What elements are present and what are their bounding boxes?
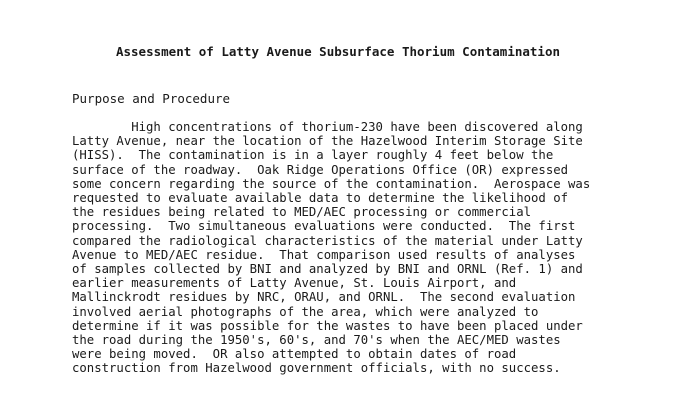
paragraph-line: surface of the roadway. Oak Ridge Operations Office (OR) expressed (72, 162, 569, 177)
paragraph-line: earlier measurements of Latty Avenue, St. Louis Airport, and (72, 276, 517, 291)
paragraph-line: some concern regarding the source of the contamination. Aerospace was (72, 176, 591, 191)
paragraph-line: Avenue to MED/AEC residue. That comparison used results of analyses (72, 247, 576, 262)
paragraph-line: (HISS). The contamination is in a layer roughly 4 feet below the (72, 148, 554, 163)
paragraph-line: High concentrations of thorium-230 have been discovered along (72, 120, 583, 134)
paragraph-line: construction from Hazelwood government officials, with no success. (72, 361, 561, 376)
body-paragraph (72, 120, 632, 376)
section-heading: Purpose and Procedure (72, 91, 231, 106)
paragraph-line: the road during the 1950's, 60's, and 70's when the AEC/MED wastes (72, 333, 561, 348)
paragraph-line: of samples collected by BNI and analyzed by BNI and ORNL (Ref. 1) and (72, 262, 583, 277)
paragraph-line: determine if it was possible for the wastes to have been placed under (72, 318, 583, 333)
document-title: Assessment of Latty Avenue Subsurface Thorium Contamination (115, 44, 560, 59)
paragraph-line: the residues being related to MED/AEC processing or commercial (72, 205, 532, 220)
paragraph-line: requested to evaluate available data to determine the likelihood of (72, 191, 569, 206)
paragraph-line: Latty Avenue, near the location of the Hazelwood Interim Storage Site (72, 134, 583, 149)
paragraph-line: compared the radiological characteristics of the material under Latty (72, 233, 583, 248)
paragraph-line: involved aerial photographs of the area, which were analyzed to (72, 304, 539, 319)
paragraph-line: Mallinckrodt residues by NRC, ORAU, and ORNL. The second evaluation (72, 290, 576, 305)
paragraph-line: were being moved. OR also attempted to obtain dates of road (72, 347, 517, 362)
paragraph-line: processing. Two simultaneous evaluations were conducted. The first (72, 219, 576, 234)
